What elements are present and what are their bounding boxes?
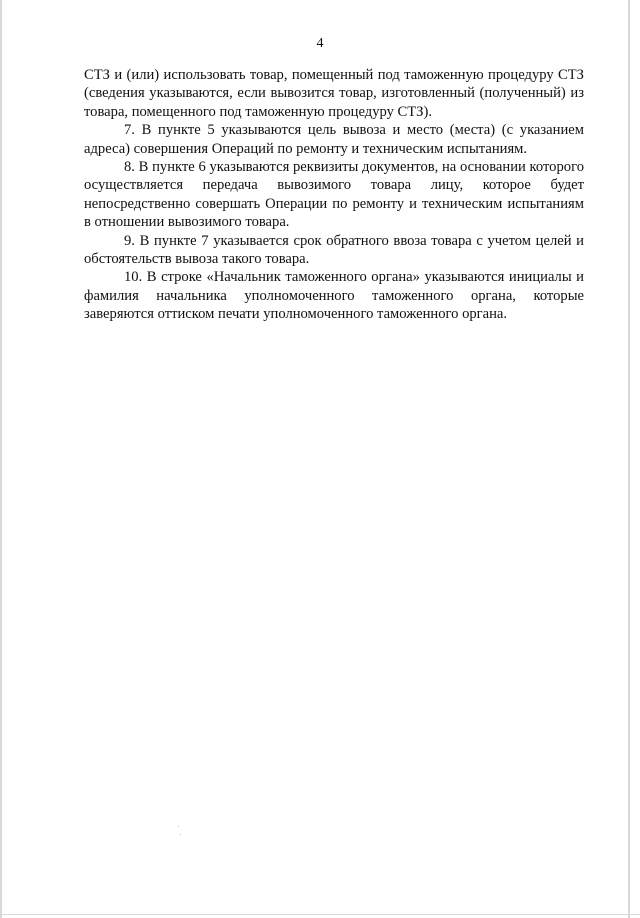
scan-edge-right [628, 0, 630, 918]
scan-edge-bottom [0, 914, 640, 915]
paragraph-item-7: 7. В пункте 5 указываются цель вывоза и место (места) (с указанием адреса) совершения Операций по ремонту и техническим испытаниям. [84, 122, 584, 157]
scan-speck [180, 834, 181, 835]
paragraph-continuation: СТЗ и (или) использовать товар, помещенный под таможенную процедуру СТЗ (сведения указываются, если вывозится товар, изготовленный (полученный) из товара, помещенного под таможенную процедуру СТЗ). [84, 67, 584, 120]
document-body [84, 66, 584, 324]
page-number: 4 [316, 36, 324, 51]
paragraph-item-9: 9. В пункте 7 указывается срок обратного ввоза товара с учетом целей и обстоятельств вывоза такого товара. [84, 232, 584, 268]
scan-speck [178, 826, 179, 827]
paragraph-item-10: 10. В строке «Начальник таможенного органа» указываются инициалы и фамилия начальника уполномоченного таможенного органа, которые заверяются оттиском печати уполномоченного таможенного органа. [84, 269, 584, 323]
scan-edge-left [0, 0, 2, 918]
paragraph-item-8: 8. В пункте 6 указываются реквизиты документов, на основании которого осуществляется передача вывозимого товара лицу, которое будет непосредственно совершать Операции по ремонту и техническим испытаниям в отношении вывозимого товара. [84, 159, 584, 231]
